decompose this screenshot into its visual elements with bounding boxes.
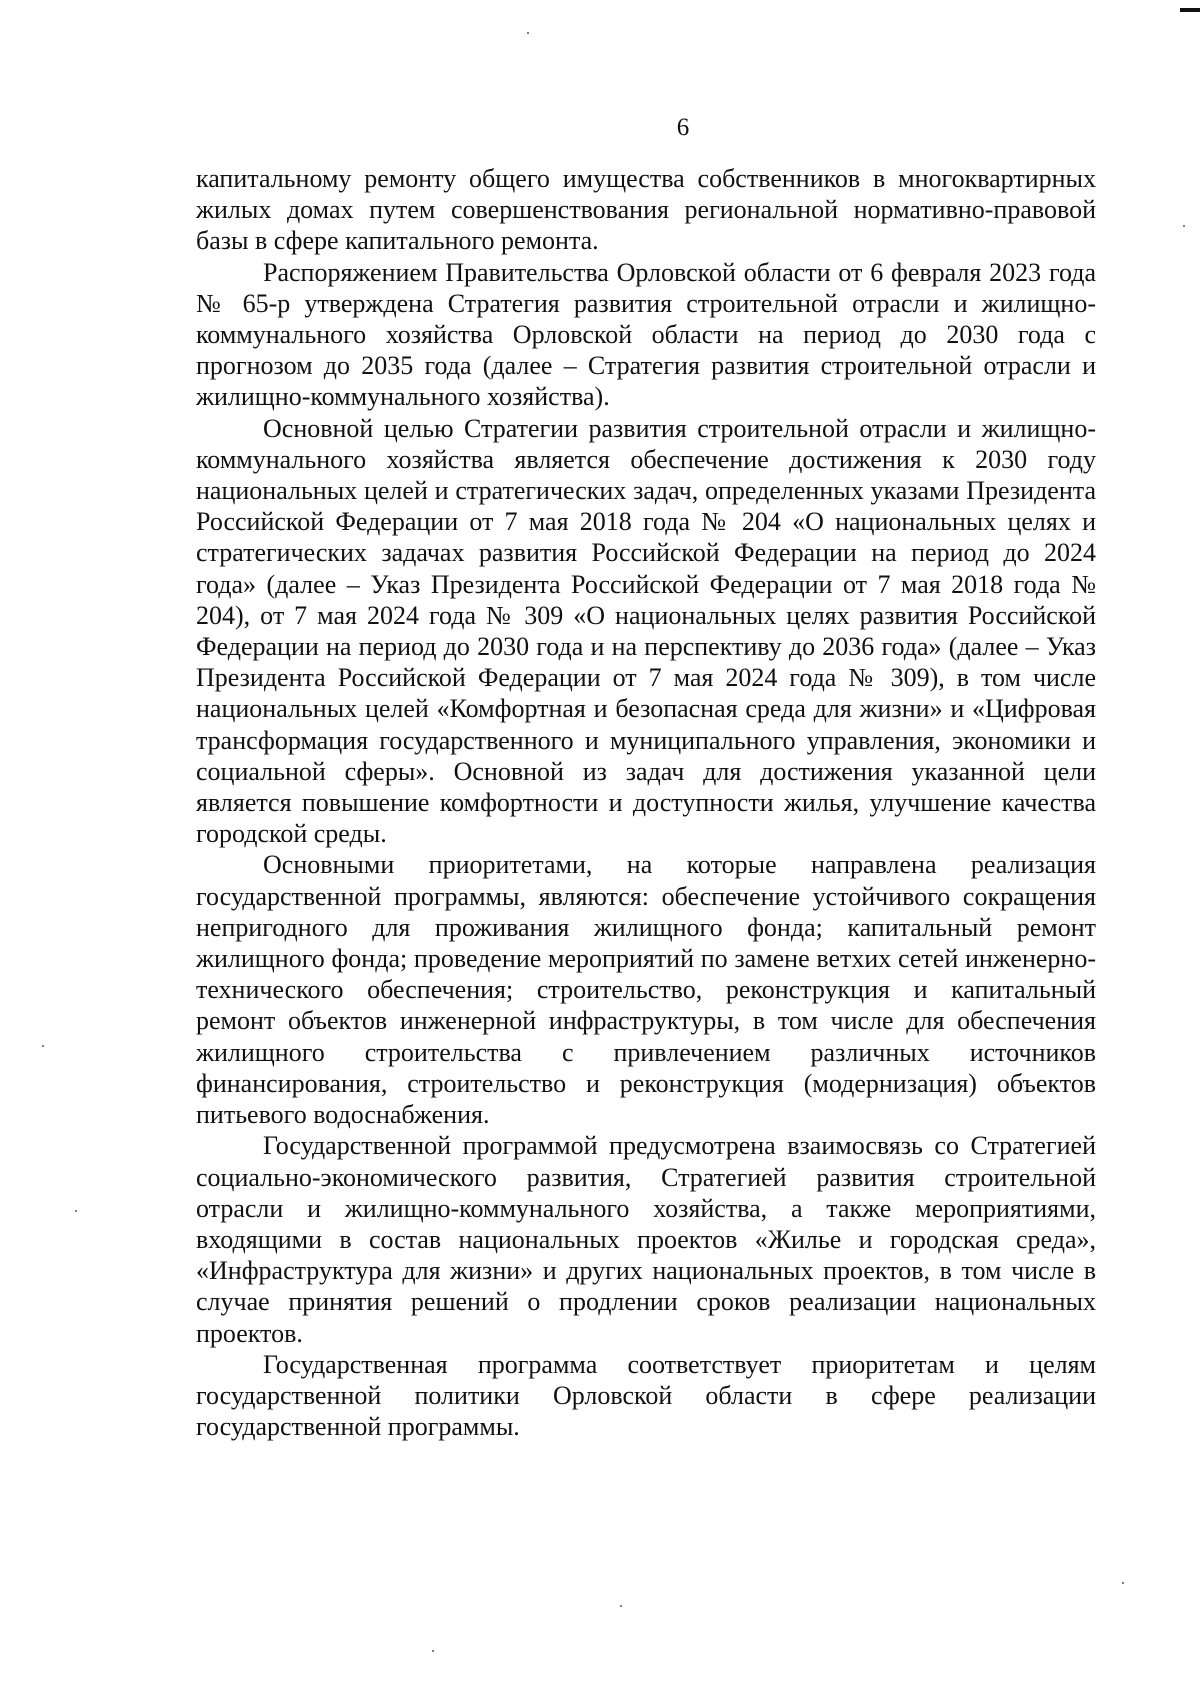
- scan-edge-mark: [1180, 8, 1200, 12]
- paragraph: Государственной программой предусмотрена взаимосвязь со Стратегией социально-экономического развития, Стратегией развития строительной отрасли и жилищно-коммунального хозяйства, а также мероприятиями, входящими в состав национальных проектов «Жилье и городская среда», «Инфраструктура для жизни» и других национальных проектов, в том числе в случае принятия решений о продлении сроков реализации национальных проектов.: [196, 1131, 1096, 1348]
- scan-speck: [42, 1045, 44, 1047]
- paragraph: Государственная программа соответствует приоритетам и целям государственной политики Орловской области в сфере реализации государственной программы.: [196, 1349, 1096, 1442]
- paragraph: Основными приоритетами, на которые направлена реализация государственной программы, являются: обеспечение устойчивого сокращения непригодного для проживания жилищного фонда; капитальный ремонт жилищного фонда; проведение мероприятий по замене ветхих сетей инженерно-технического обеспечения; строительство, реконструкция и капитальный ремонт объектов инженерной инфраструктуры, в том числе для обеспечения жилищного строительства с привлечением различных источников финансирования, строительство и реконструкция (модернизация) объектов питьевого водоснабжения.: [196, 850, 1096, 1130]
- page-number: 6: [676, 114, 690, 141]
- scan-speck: [527, 32, 529, 34]
- scan-speck: [75, 1210, 77, 1212]
- scan-speck: [432, 1650, 434, 1652]
- scan-speck: [1183, 225, 1185, 227]
- paragraph: Основной целью Стратегии развития строительной отрасли и жилищно-коммунального хозяйства является обеспечение достижения к 2030 году национальных целей и стратегических задач, определенных указами Президента Российской Федерации от 7 мая 2018 года № 204 «О национальных целях и стратегических задачах развития Российской Федерации на период до 2024 года» (далее – Указ Президента Российской Федерации от 7 мая 2018 года № 204), от 7 мая 2024 года № 309 «О национальных целях развития Российской Федерации на период до 2030 года и на перспективу до 2036 года» (далее – Указ Президента Российской Федерации от 7 мая 2024 года № 309), в том числе национальных целей «Комфортная и безопасная среда для жизни» и «Цифровая трансформация государственного и муниципального управления, экономики и социальной сферы». Основной из задач для достижения указанной цели является повышение комфортности и доступности жилья, улучшение качества городской среды.: [196, 413, 1096, 849]
- scan-speck: [620, 1605, 622, 1607]
- document-body: [196, 163, 1096, 1442]
- scan-speck: [1122, 1582, 1124, 1584]
- paragraph: Распоряжением Правительства Орловской области от 6 февраля 2023 года № 65-р утверждена Стратегия развития строительной отрасли и жилищно-коммунального хозяйства Орловской области на период до 2030 года с прогнозом до 2035 года (далее – Стратегия развития строительной отрасли и жилищно-коммунального хозяйства).: [196, 257, 1096, 412]
- paragraph-continuation: капитальному ремонту общего имущества собственников в многоквартирных жилых домах путем совершенствования региональной нормативно-правовой базы в сфере капитального ремонта.: [196, 164, 1096, 256]
